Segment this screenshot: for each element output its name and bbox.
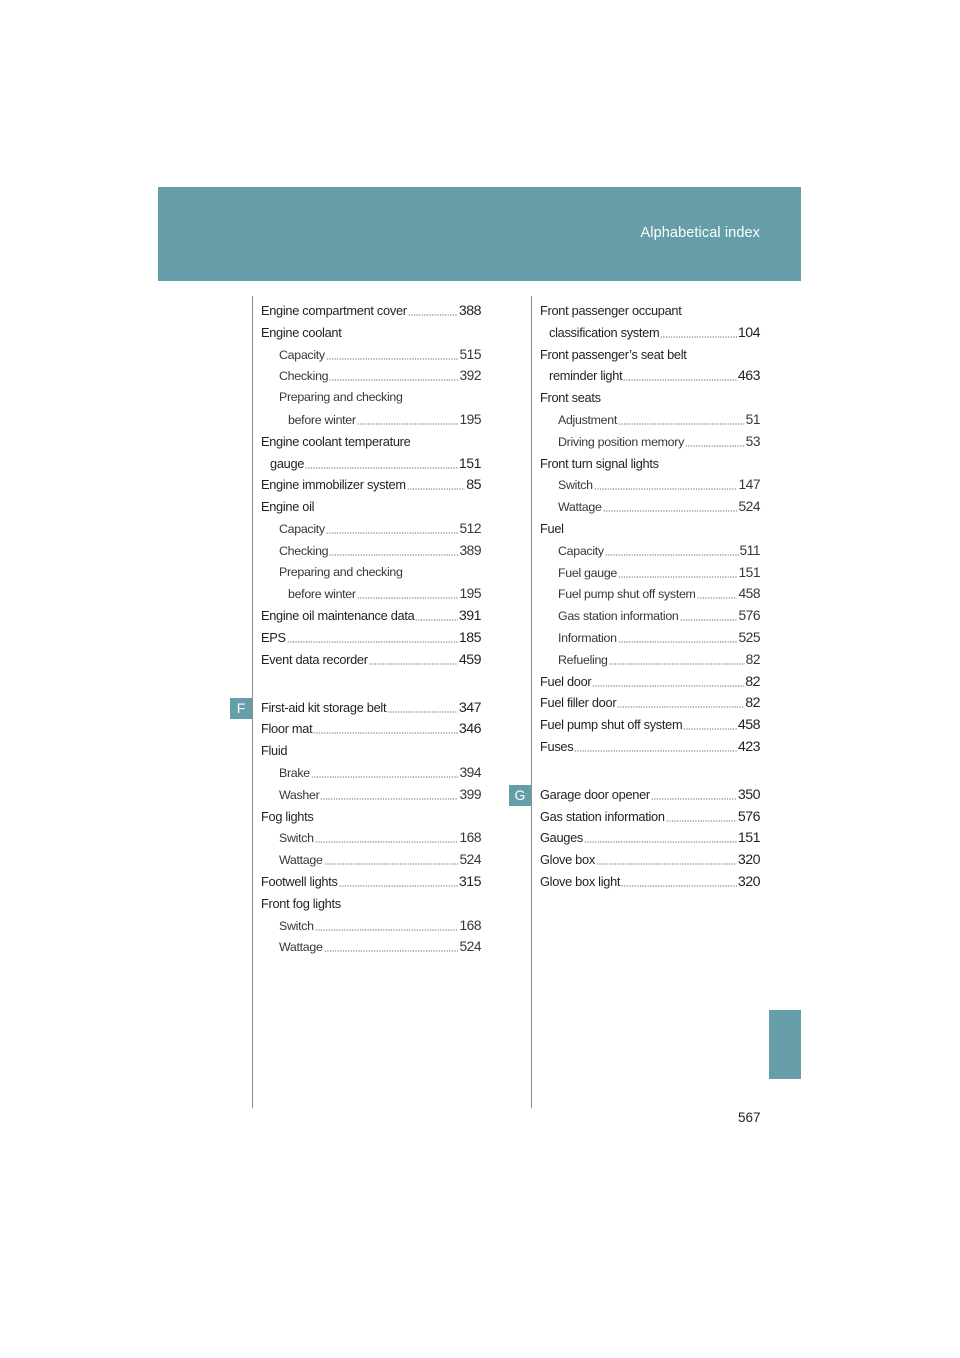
dot-leader bbox=[683, 718, 736, 730]
entry-page-number: 423 bbox=[737, 738, 760, 755]
entry-page-number: 391 bbox=[458, 608, 481, 625]
dot-leader bbox=[605, 544, 739, 556]
dot-leader bbox=[618, 631, 738, 643]
entry-page-number: 576 bbox=[738, 608, 760, 624]
entry-page-number: 168 bbox=[459, 917, 481, 933]
entry-label: reminder light bbox=[549, 368, 623, 384]
index-entry bbox=[540, 852, 760, 874]
entry-label: Preparing and checking bbox=[279, 390, 403, 405]
index-entry bbox=[261, 608, 481, 630]
index-entry bbox=[261, 809, 481, 831]
index-entry bbox=[540, 874, 760, 896]
left-margin-rule bbox=[252, 296, 253, 1108]
index-entry bbox=[261, 499, 481, 521]
dot-leader bbox=[357, 587, 459, 599]
entry-label: Wattage bbox=[279, 853, 323, 868]
entry-label: Wattage bbox=[279, 940, 323, 955]
index-entry bbox=[261, 896, 481, 918]
section-gap bbox=[540, 761, 760, 787]
entry-page-number: 399 bbox=[459, 786, 481, 802]
entry-page-number: 51 bbox=[745, 411, 760, 427]
entry-page-number: 515 bbox=[459, 346, 481, 362]
entry-label: Engine oil maintenance data bbox=[261, 608, 415, 624]
section-gap bbox=[261, 674, 481, 700]
entry-label: Fuel bbox=[540, 520, 564, 536]
entry-label: Garage door opener bbox=[540, 786, 650, 802]
index-entry bbox=[261, 477, 481, 499]
dot-leader bbox=[618, 413, 745, 425]
index-column-left bbox=[261, 303, 481, 961]
dot-leader bbox=[387, 701, 458, 713]
dot-leader bbox=[408, 304, 458, 316]
entry-page-number: 458 bbox=[738, 586, 760, 602]
entry-page-number: 511 bbox=[739, 542, 760, 558]
index-entry bbox=[540, 368, 760, 390]
index-entry bbox=[540, 717, 760, 739]
entry-label: classification system bbox=[549, 324, 660, 340]
dot-leader bbox=[315, 831, 459, 843]
dot-leader bbox=[287, 631, 458, 643]
entry-label: Engine immobilizer system bbox=[261, 477, 406, 493]
entry-page-number: 576 bbox=[737, 808, 760, 825]
entry-page-number: 350 bbox=[737, 786, 760, 803]
index-entry bbox=[261, 787, 481, 809]
index-entry bbox=[261, 700, 481, 722]
entry-label: Gas station information bbox=[558, 609, 679, 624]
entry-page-number: 104 bbox=[737, 324, 760, 341]
dot-leader bbox=[574, 740, 736, 752]
dot-leader bbox=[621, 875, 737, 887]
entry-page-number: 394 bbox=[459, 764, 481, 780]
entry-page-number: 463 bbox=[737, 368, 760, 385]
index-entry bbox=[540, 809, 760, 831]
dot-leader bbox=[660, 326, 737, 338]
index-column-right bbox=[540, 303, 760, 896]
entry-page-number: 388 bbox=[458, 303, 481, 319]
index-entry bbox=[261, 874, 481, 896]
entry-page-number: 151 bbox=[737, 830, 760, 847]
entry-label: Fuel pump shut off system bbox=[558, 587, 696, 602]
entry-label: Engine oil bbox=[261, 499, 315, 515]
entry-label: Capacity bbox=[558, 543, 604, 558]
index-entry bbox=[261, 830, 481, 852]
thumb-index-tab bbox=[769, 1010, 801, 1079]
index-entry bbox=[261, 347, 481, 369]
index-entry bbox=[261, 765, 481, 787]
entry-page-number: 185 bbox=[458, 629, 481, 646]
dot-leader bbox=[326, 348, 459, 360]
entry-label: Capacity bbox=[279, 347, 325, 362]
dot-leader bbox=[666, 810, 737, 822]
index-entry bbox=[261, 652, 481, 674]
index-entry bbox=[261, 918, 481, 940]
entry-page-number: 53 bbox=[745, 433, 760, 449]
dot-leader bbox=[311, 766, 459, 778]
entry-label: Switch bbox=[279, 831, 314, 846]
dot-leader bbox=[315, 919, 459, 931]
header-banner bbox=[158, 187, 801, 281]
dot-leader bbox=[369, 653, 458, 665]
entry-label: Footwell lights bbox=[261, 873, 338, 889]
entry-label: Engine compartment cover bbox=[261, 303, 407, 318]
entry-page-number: 525 bbox=[738, 629, 760, 645]
entry-page-number: 512 bbox=[459, 520, 481, 536]
entry-label: Front fog lights bbox=[261, 895, 341, 911]
index-entry bbox=[261, 565, 481, 587]
section-tab-g: G bbox=[509, 785, 531, 806]
index-entry bbox=[540, 586, 760, 608]
entry-page-number: 195 bbox=[459, 411, 481, 427]
index-entry bbox=[540, 347, 760, 369]
page-number: 567 bbox=[738, 1110, 761, 1125]
dot-leader bbox=[320, 788, 458, 800]
index-entry bbox=[540, 325, 760, 347]
dot-leader bbox=[357, 413, 459, 425]
index-entry bbox=[261, 521, 481, 543]
entry-label: Capacity bbox=[279, 521, 325, 536]
entry-label: Wattage bbox=[558, 500, 602, 515]
dot-leader bbox=[407, 478, 466, 490]
index-entry bbox=[540, 674, 760, 696]
index-entry bbox=[540, 630, 760, 652]
entry-label: Switch bbox=[558, 478, 593, 493]
index-entry bbox=[540, 830, 760, 852]
dot-leader bbox=[697, 587, 738, 599]
index-entry bbox=[540, 434, 760, 456]
column-divider-rule bbox=[531, 296, 532, 1108]
entry-label: Glove box light bbox=[540, 873, 621, 889]
dot-leader bbox=[584, 831, 737, 843]
entry-label: gauge bbox=[270, 455, 305, 471]
entry-label: Refueling bbox=[558, 652, 608, 667]
entry-label: before winter bbox=[288, 587, 356, 602]
index-entry bbox=[540, 521, 760, 543]
entry-label: Gas station information bbox=[540, 808, 665, 824]
dot-leader bbox=[329, 369, 458, 381]
entry-page-number: 195 bbox=[459, 586, 481, 602]
dot-leader bbox=[592, 675, 744, 687]
dot-leader bbox=[339, 875, 458, 887]
index-entry bbox=[540, 412, 760, 434]
dot-leader bbox=[324, 940, 459, 952]
entry-label: Fuses bbox=[540, 738, 574, 754]
entry-label: Fuel gauge bbox=[558, 565, 618, 580]
dot-leader bbox=[596, 853, 737, 865]
index-entry bbox=[261, 303, 481, 325]
entry-page-number: 392 bbox=[459, 368, 481, 384]
entry-label: Driving position memory bbox=[558, 434, 684, 449]
entry-page-number: 147 bbox=[738, 477, 760, 493]
index-entry bbox=[261, 586, 481, 608]
index-entry bbox=[540, 390, 760, 412]
index-entry bbox=[261, 630, 481, 652]
index-entry bbox=[540, 652, 760, 674]
entry-label: Engine coolant bbox=[261, 324, 342, 340]
entry-page-number: 320 bbox=[737, 873, 760, 890]
index-entry bbox=[261, 743, 481, 765]
entry-label: Front passenger’s seat belt bbox=[540, 346, 687, 362]
entry-label: Preparing and checking bbox=[279, 564, 403, 579]
entry-label: Engine coolant temperature bbox=[261, 433, 411, 449]
entry-label: Floor mat bbox=[261, 721, 313, 737]
entry-page-number: 524 bbox=[459, 939, 481, 955]
index-entry bbox=[540, 608, 760, 630]
entry-page-number: 85 bbox=[466, 477, 481, 494]
dot-leader bbox=[305, 457, 458, 469]
section-tab-f: F bbox=[230, 698, 252, 719]
entry-label: before winter bbox=[288, 412, 356, 427]
index-entry bbox=[540, 565, 760, 587]
entry-label: Fuel door bbox=[540, 673, 592, 689]
entry-page-number: 458 bbox=[737, 717, 760, 734]
entry-page-number: 151 bbox=[458, 455, 481, 472]
index-entry bbox=[261, 721, 481, 743]
entry-page-number: 82 bbox=[745, 673, 760, 690]
entry-label: Fuel pump shut off system bbox=[540, 717, 683, 733]
header-title: Alphabetical index bbox=[640, 225, 760, 241]
index-entry bbox=[540, 695, 760, 717]
entry-page-number: 346 bbox=[458, 721, 481, 738]
entry-page-number: 524 bbox=[459, 852, 481, 868]
entry-page-number: 524 bbox=[738, 499, 760, 515]
index-entry bbox=[261, 456, 481, 478]
dot-leader bbox=[415, 609, 457, 621]
entry-label: Information bbox=[558, 630, 617, 645]
dot-leader bbox=[326, 522, 459, 534]
index-entry bbox=[540, 499, 760, 521]
index-entry bbox=[261, 543, 481, 565]
entry-label: Front seats bbox=[540, 390, 601, 406]
dot-leader bbox=[603, 500, 738, 512]
dot-leader bbox=[685, 435, 745, 447]
entry-label: Fog lights bbox=[261, 808, 314, 824]
index-entry bbox=[261, 368, 481, 390]
entry-label: Brake bbox=[279, 765, 310, 780]
entry-label: Switch bbox=[279, 918, 314, 933]
index-entry bbox=[261, 390, 481, 412]
index-entry bbox=[540, 303, 760, 325]
dot-leader bbox=[680, 609, 738, 621]
dot-leader bbox=[329, 544, 458, 556]
entry-label: Event data recorder bbox=[261, 651, 368, 667]
entry-page-number: 82 bbox=[745, 651, 760, 667]
dot-leader bbox=[594, 478, 738, 490]
index-entry bbox=[540, 787, 760, 809]
entry-label: Fluid bbox=[261, 743, 288, 759]
index-entry bbox=[261, 412, 481, 434]
dot-leader bbox=[651, 788, 737, 800]
index-entry bbox=[540, 543, 760, 565]
dot-leader bbox=[618, 566, 737, 578]
index-entry bbox=[540, 739, 760, 761]
entry-page-number: 320 bbox=[737, 852, 760, 869]
entry-page-number: 315 bbox=[458, 873, 481, 890]
entry-label: Glove box bbox=[540, 852, 595, 868]
dot-leader bbox=[313, 722, 457, 734]
index-entry bbox=[261, 939, 481, 961]
entry-label: Gauges bbox=[540, 830, 584, 846]
index-entry bbox=[261, 325, 481, 347]
dot-leader bbox=[324, 853, 459, 865]
entry-page-number: 82 bbox=[745, 695, 760, 712]
entry-label: Front passenger occupant bbox=[540, 303, 682, 318]
index-entry bbox=[261, 852, 481, 874]
entry-label: Checking bbox=[279, 543, 329, 558]
entry-label: First-aid kit storage belt bbox=[261, 699, 387, 715]
entry-label: Checking bbox=[279, 369, 329, 384]
index-entry bbox=[540, 456, 760, 478]
entry-page-number: 389 bbox=[459, 542, 481, 558]
entry-page-number: 151 bbox=[738, 564, 760, 580]
entry-label: EPS bbox=[261, 629, 286, 645]
entry-page-number: 168 bbox=[459, 830, 481, 846]
entry-page-number: 459 bbox=[458, 651, 481, 668]
entry-page-number: 347 bbox=[458, 699, 481, 716]
dot-leader bbox=[609, 653, 745, 665]
index-entry bbox=[261, 434, 481, 456]
entry-label: Washer bbox=[279, 787, 320, 802]
dot-leader bbox=[617, 696, 744, 708]
entry-label: Front turn signal lights bbox=[540, 455, 659, 471]
dot-leader bbox=[623, 369, 737, 381]
index-entry bbox=[540, 477, 760, 499]
entry-label: Adjustment bbox=[558, 412, 617, 427]
entry-label: Fuel filler door bbox=[540, 695, 617, 711]
